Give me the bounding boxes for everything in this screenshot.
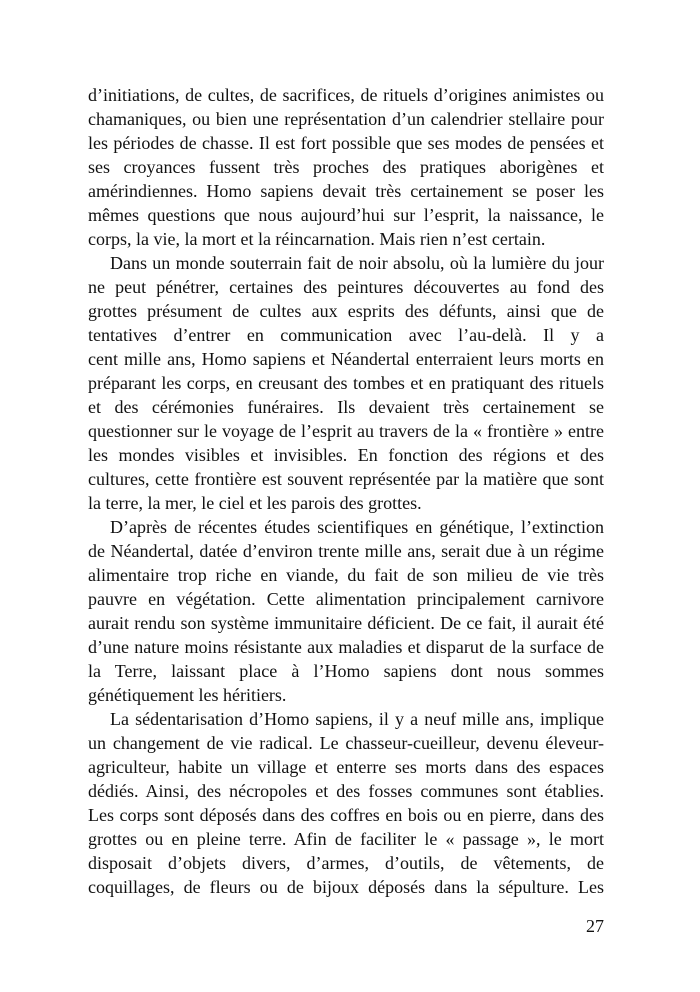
text-line: Dans un monde souterrain fait de noir absolu, où la lumière du jour [110, 253, 604, 273]
text-line: les mondes visibles et invisibles. En fonction des régions et des [88, 445, 604, 465]
text-line: questionner sur le voyage de l’esprit au travers de la « frontière » entre [88, 421, 604, 441]
text-line: préparant les corps, en creusant des tombes et en pratiquant des rituels [88, 373, 604, 393]
text-line: agriculteur, habite un village et enterre ses morts dans des espaces [88, 757, 604, 777]
text-line: amérindiennes. Homo sapiens devait très certainement se poser les [88, 181, 604, 201]
text-line: dédiés. Ainsi, des nécropoles et des fosses communes sont établies. [88, 781, 604, 801]
text-line: alimentaire trop riche en viande, du fait de son milieu de vie très [88, 565, 604, 585]
text-line: de Néandertal, datée d’environ trente mille ans, serait due à un régime [88, 541, 604, 561]
text-line: aurait rendu son système immunitaire déficient. De ce fait, il aurait été [88, 613, 604, 633]
text-line: coquillages, de fleurs ou de bijoux déposés dans la sépulture. Les [88, 877, 604, 897]
paragraph [88, 251, 604, 515]
text-line: un changement de vie radical. Le chasseur-cueilleur, devenu éleveur- [88, 733, 604, 753]
text-line: corps, la vie, la mort et la réincarnation. Mais rien n’est certain. [88, 229, 546, 249]
text-line: et des cérémonies funéraires. Ils devaient très certainement se [88, 397, 604, 417]
text-line: d’initiations, de cultes, de sacrifices, de rituels d’origines animistes ou [88, 85, 604, 105]
text-line: disposait d’objets divers, d’armes, d’outils, de vêtements, de [88, 853, 604, 873]
text-line: cultures, cette frontière est souvent représentée par la matière que sont [88, 469, 604, 489]
paragraph [88, 83, 604, 251]
text-line: cent mille ans, Homo sapiens et Néandertal enterraient leurs morts en [88, 349, 604, 369]
text-line: chamaniques, ou bien une représentation d’un calendrier stellaire pour [88, 109, 604, 129]
text-line: grottes ou en pleine terre. Afin de faciliter le « passage », le mort [88, 829, 604, 849]
text-line: génétiquement les héritiers. [88, 685, 287, 705]
text-line: les périodes de chasse. Il est fort possible que ses modes de pensées et [88, 133, 604, 153]
text-line: mêmes questions que nous aujourd’hui sur l’esprit, la naissance, le [88, 205, 604, 225]
text-line: la Terre, laissant place à l’Homo sapiens dont nous sommes [88, 661, 604, 681]
paragraph [88, 707, 604, 899]
text-line: Les corps sont déposés dans des coffres en bois ou en pierre, dans des [88, 805, 604, 825]
body-text [88, 83, 604, 899]
text-line: d’une nature moins résistante aux maladies et disparut de la surface de [88, 637, 604, 657]
text-line: pauvre en végétation. Cette alimentation principalement carnivore [88, 589, 604, 609]
text-line: la terre, la mer, le ciel et les parois des grottes. [88, 493, 422, 513]
text-line: grottes présument de cultes aux esprits des défunts, ainsi que de [88, 301, 604, 321]
text-line: ses croyances fussent très proches des pratiques aborigènes et [88, 157, 604, 177]
page-number: 27 [586, 916, 604, 936]
text-line: tentatives d’entrer en communication avec l’au-delà. Il y a [88, 325, 604, 345]
text-line: D’après de récentes études scientifiques en génétique, l’extinction [110, 517, 604, 537]
paragraph [88, 515, 604, 707]
text-line: La sédentarisation d’Homo sapiens, il y a neuf mille ans, implique [110, 709, 604, 729]
text-line: ne peut pénétrer, certaines des peintures découvertes au fond des [88, 277, 604, 297]
